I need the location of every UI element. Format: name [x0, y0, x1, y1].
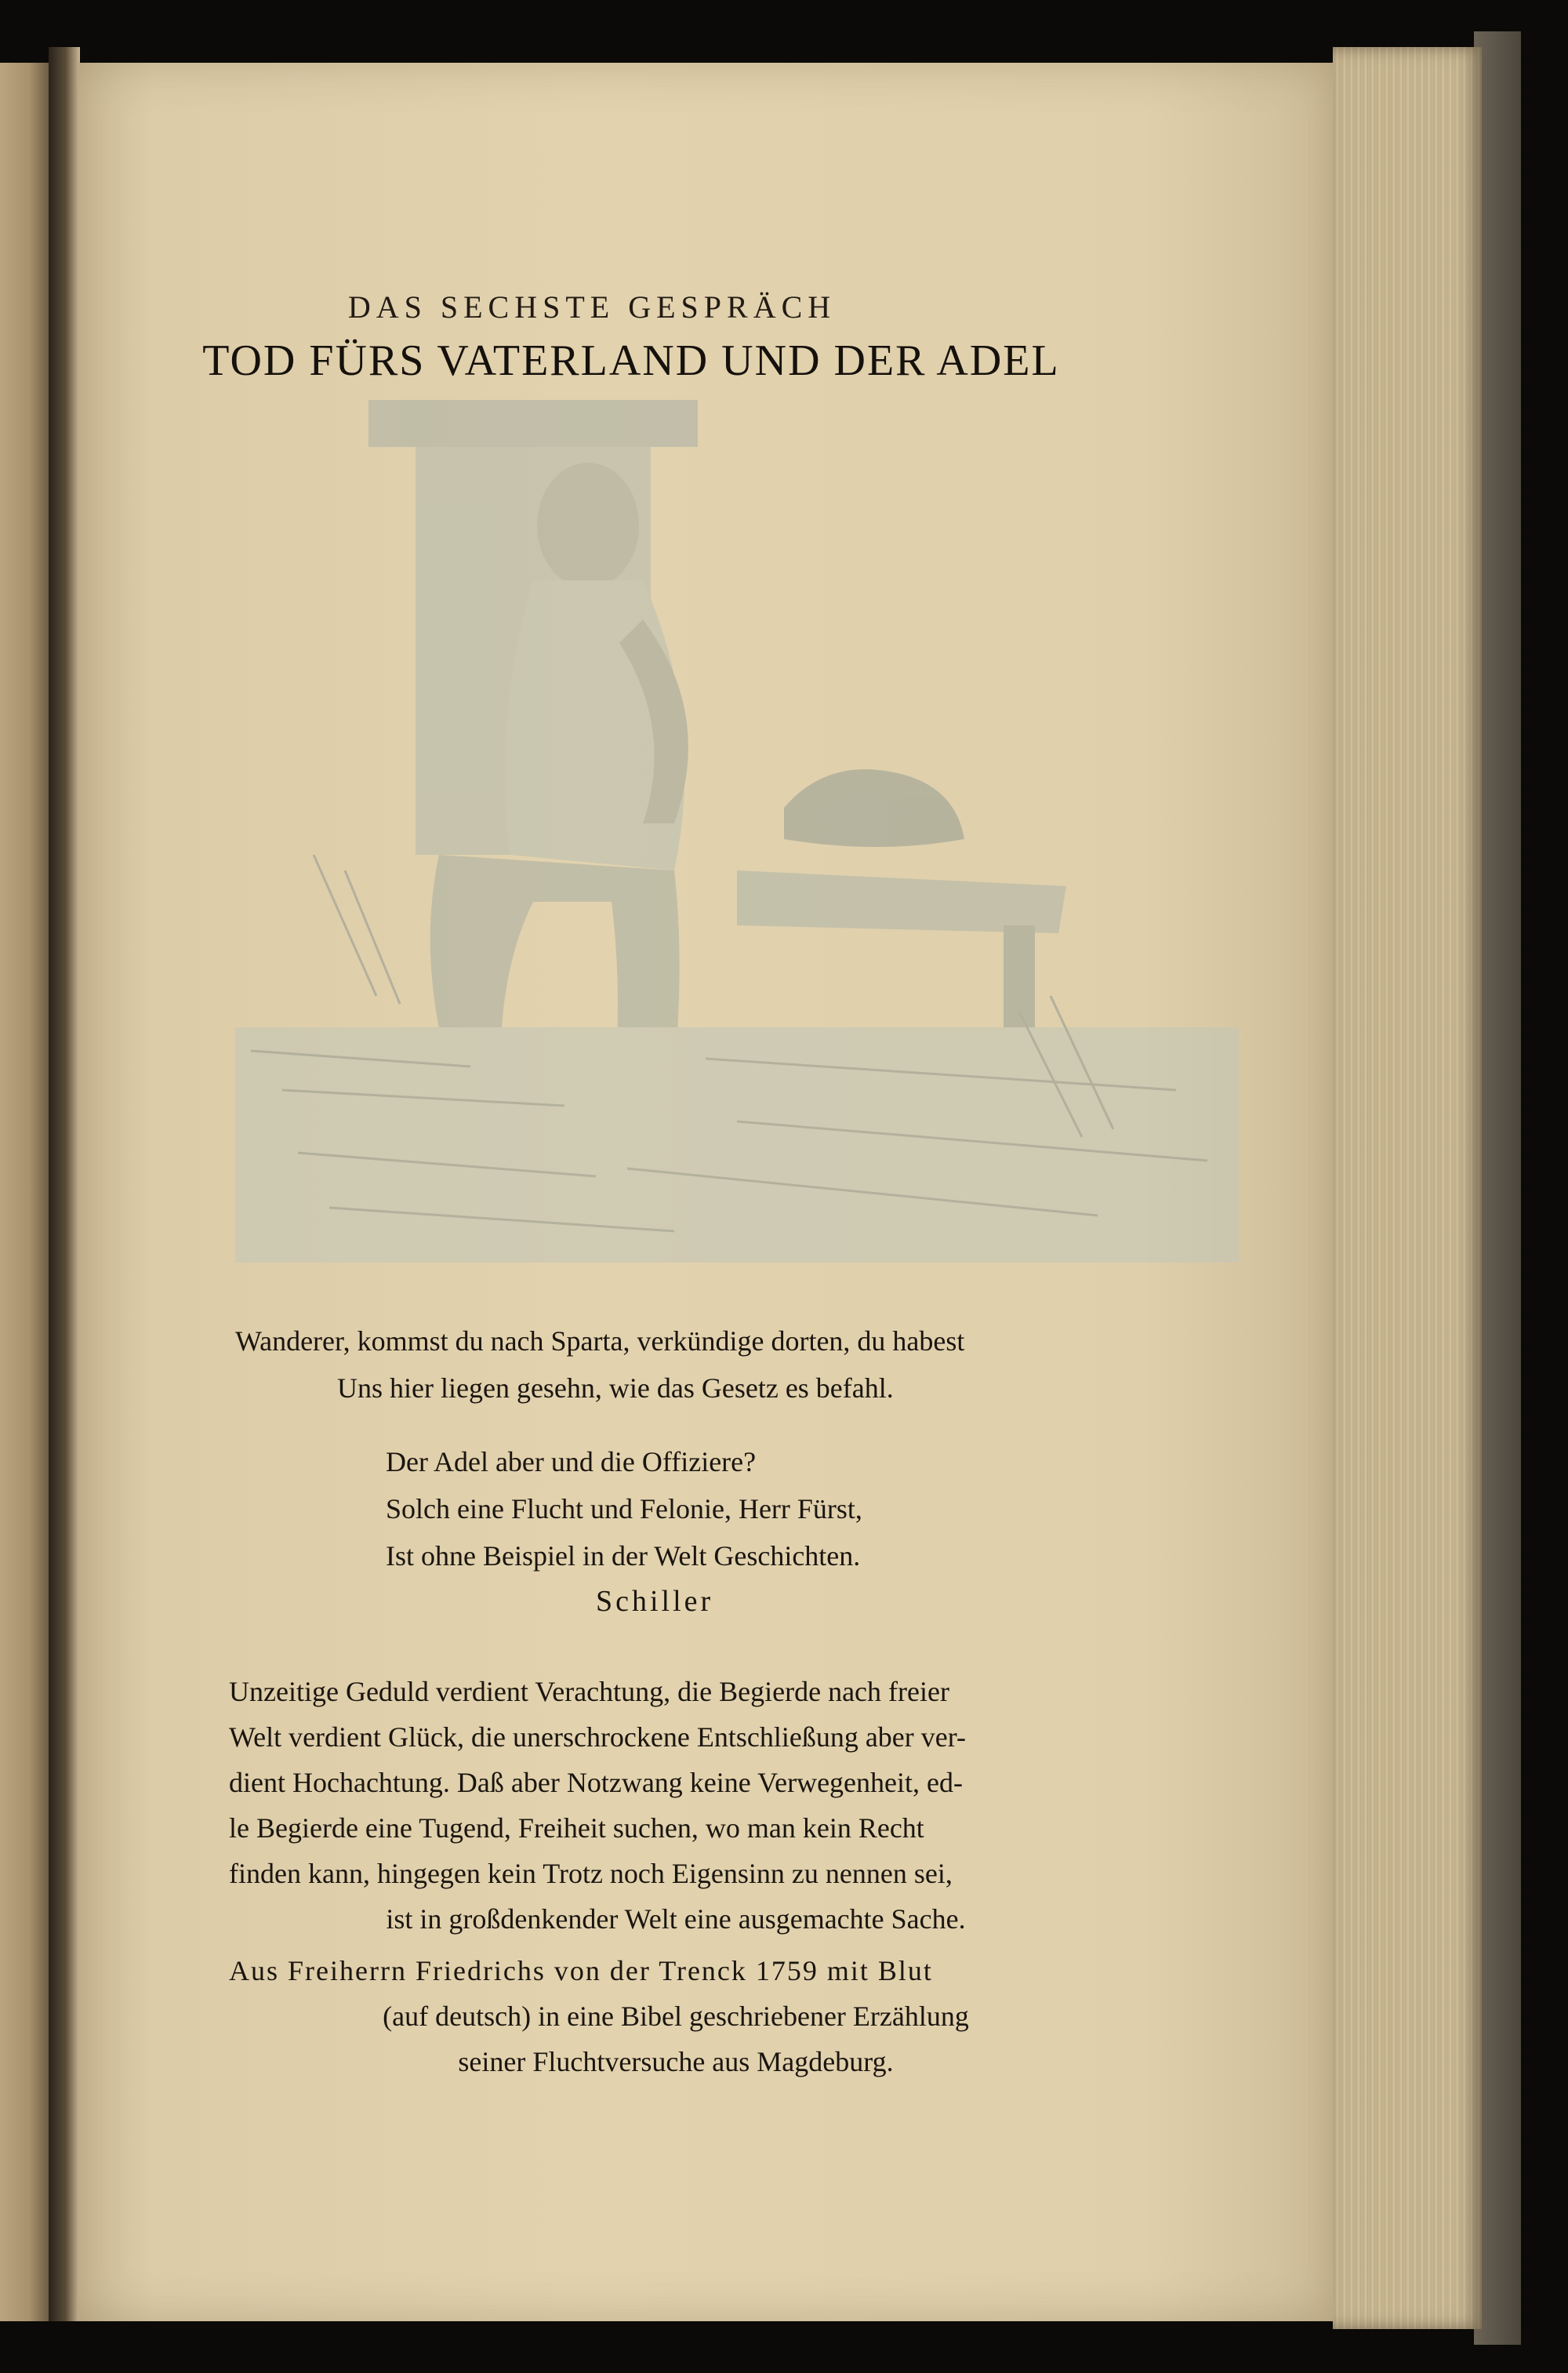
left-page-edge — [0, 63, 49, 2321]
verse-line-3: Ist ohne Beispiel in der Welt Geschichten. — [386, 1540, 861, 1572]
book-gutter — [49, 47, 80, 2321]
epigraph-line-1: Wanderer, kommst du nach Sparta, verkündige dorten, du habest — [235, 1325, 965, 1357]
epigraph-line-2: Uns hier liegen gesehn, wie das Gesetz es befahl. — [337, 1372, 894, 1404]
prose-line-3: dient Hochachtung. Daß aber Notzwang keine Verwegenheit, ed- — [229, 1767, 963, 1798]
bench-shape — [737, 870, 1066, 933]
page-stack-edge — [1333, 47, 1482, 2329]
ground-hatching — [235, 1027, 1239, 1263]
hat-shape — [784, 769, 964, 847]
chapter-kicker: DAS SECHSTE GESPRÄCH — [347, 289, 837, 325]
verse-line-1: Der Adel aber und die Offiziere? — [386, 1446, 757, 1477]
book-page — [78, 63, 1333, 2321]
engraving-illustration — [235, 384, 1239, 1325]
figure-head — [537, 463, 639, 588]
prose-line-1: Unzeitige Geduld verdient Verachtung, die Begierde nach freier — [229, 1676, 949, 1707]
verse-line-2: Solch eine Flucht und Felonie, Herr Fürst, — [386, 1493, 862, 1524]
verse-author: Schiller — [596, 1585, 714, 1618]
prose-line-6: ist in großdenkender Welt eine ausgemachte Sache. — [386, 1903, 966, 1935]
prose-line-2: Welt verdient Glück, die unerschrockene Entschließung aber ver- — [229, 1721, 967, 1753]
prose-line-4: le Begierde eine Tugend, Freiheit suchen, wo man kein Recht — [229, 1812, 924, 1844]
source-line-2: (auf deutsch) in eine Bibel geschriebener Erzählung — [383, 2001, 969, 2032]
source-line-1: Aus Freiherrn Friedrichs von der Trenck 1759 mit Blut — [229, 1955, 933, 1986]
source-attribution — [229, 1948, 1123, 2084]
stove-shape — [368, 400, 698, 447]
epigraph-distich — [235, 1317, 1176, 1412]
chapter-title: TOD FÜRS VATERLAND UND DER ADEL — [202, 336, 1060, 385]
verse-quote — [386, 1438, 1091, 1579]
prose-quote — [229, 1669, 1123, 1942]
source-line-3: seiner Fluchtversuche aus Magdeburg. — [458, 2046, 894, 2077]
prose-line-5: finden kann, hingegen kein Trotz noch Eigensinn zu nennen sei, — [229, 1858, 953, 1889]
